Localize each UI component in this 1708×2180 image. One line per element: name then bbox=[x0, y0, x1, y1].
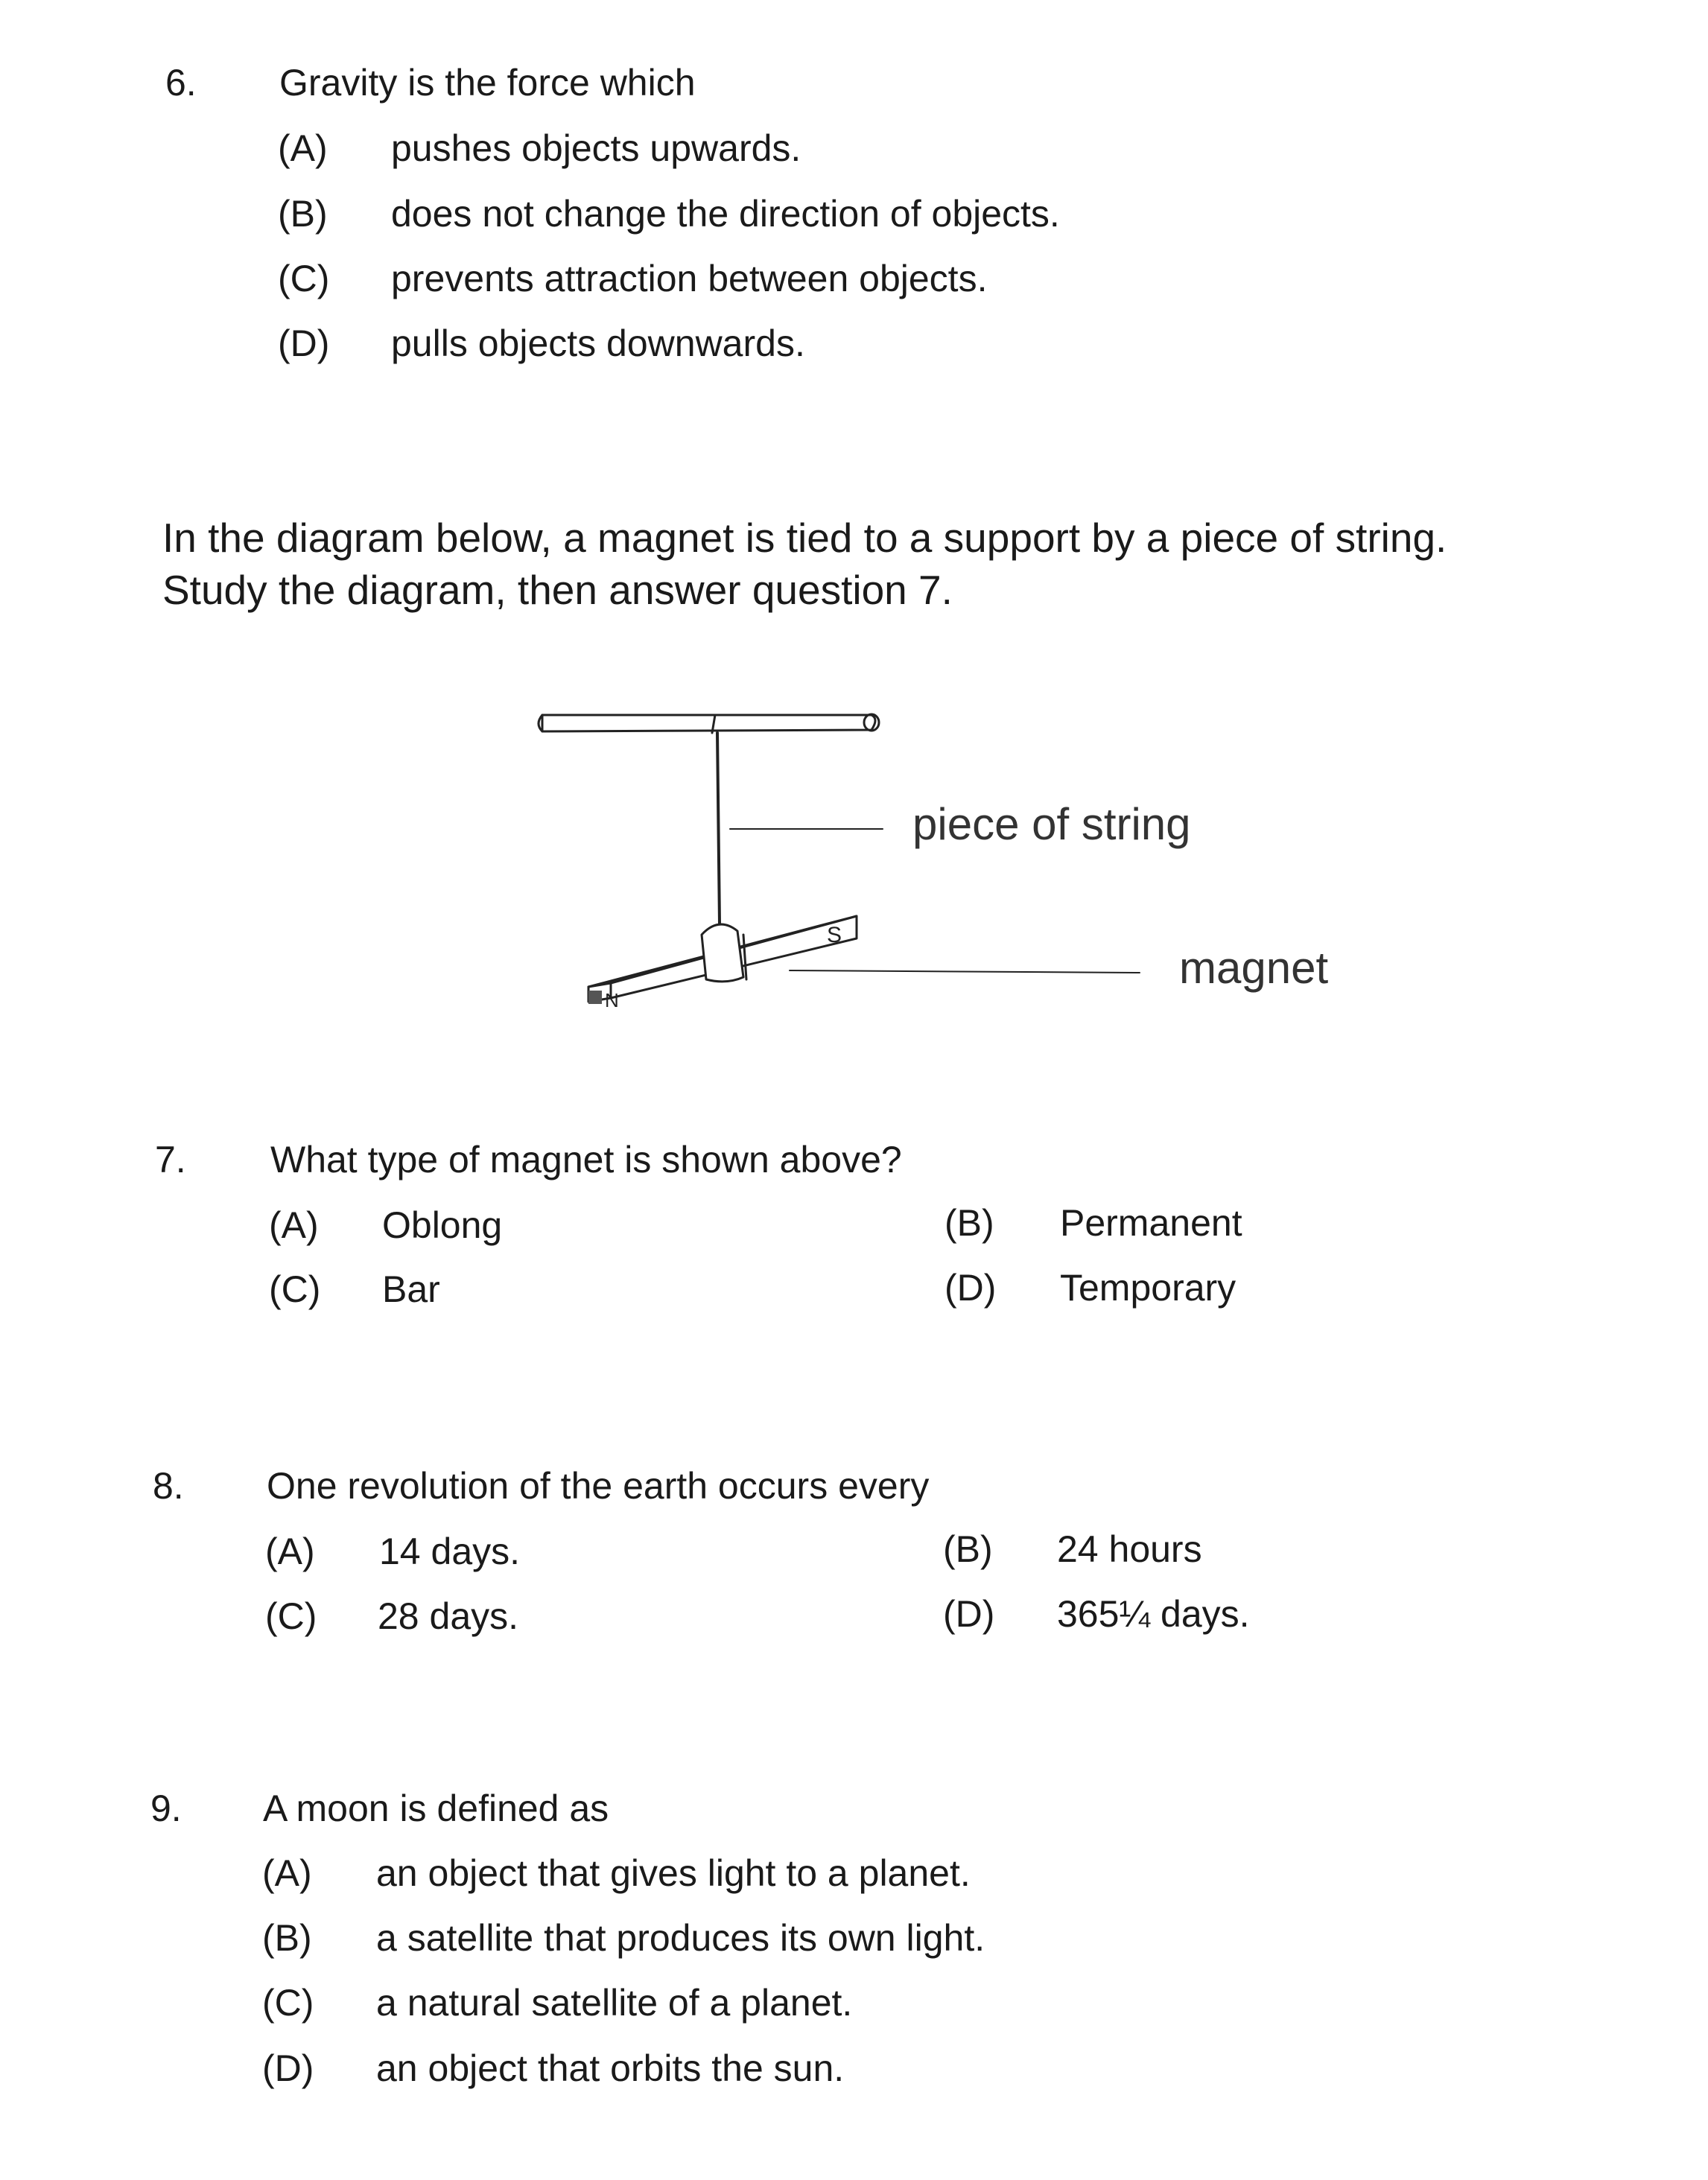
piece-of-string-label: piece of string bbox=[912, 799, 1191, 849]
question-6-number: 6. bbox=[165, 62, 197, 104]
q9-option-b-text: a satellite that produces its own light. bbox=[376, 1917, 985, 1959]
question-7-number: 7. bbox=[155, 1139, 186, 1180]
q6-option-b-letter: (B) bbox=[278, 193, 328, 235]
q9-option-d-text: an object that orbits the sun. bbox=[376, 2047, 845, 2089]
q8-option-c-letter: (C) bbox=[265, 1595, 317, 1637]
string bbox=[717, 733, 720, 924]
question-6-stem: Gravity is the force which bbox=[279, 62, 696, 104]
magnet-pointer bbox=[790, 970, 1140, 973]
q7-option-b-text: Permanent bbox=[1060, 1202, 1242, 1244]
magnet-label: magnet bbox=[1179, 943, 1329, 993]
magnet-clamp bbox=[702, 924, 743, 982]
q6-option-a-letter: (A) bbox=[278, 127, 328, 169]
south-pole-label: S bbox=[827, 923, 842, 947]
north-pole-label: N bbox=[605, 989, 619, 1011]
q6-option-d-letter: (D) bbox=[278, 322, 330, 364]
north-pole-shading bbox=[588, 991, 602, 1004]
q9-option-a-letter: (A) bbox=[262, 1852, 312, 1894]
q7-option-b-letter: (B) bbox=[945, 1202, 994, 1244]
q8-option-b-letter: (B) bbox=[943, 1528, 993, 1570]
q8-option-d-text: 365¼ days. bbox=[1057, 1593, 1250, 1635]
diagram-intro-line-2: Study the diagram, then answer question 7. bbox=[162, 567, 953, 613]
question-8-number: 8. bbox=[153, 1465, 184, 1507]
question-9-number: 9. bbox=[150, 1787, 182, 1829]
q9-option-c-letter: (C) bbox=[262, 1982, 314, 2024]
q9-option-a-text: an object that gives light to a planet. bbox=[376, 1852, 971, 1894]
q7-option-d-letter: (D) bbox=[945, 1267, 997, 1309]
q8-option-a-letter: (A) bbox=[265, 1531, 315, 1572]
question-8-stem: One revolution of the earth occurs every bbox=[267, 1465, 930, 1507]
magnet-diagram bbox=[507, 685, 1438, 1035]
question-9-stem: A moon is defined as bbox=[263, 1787, 609, 1829]
support-rod bbox=[539, 715, 875, 731]
q7-option-c-text: Bar bbox=[382, 1268, 440, 1310]
q9-option-c-text: a natural satellite of a planet. bbox=[376, 1982, 853, 2024]
q7-option-a-letter: (A) bbox=[269, 1204, 319, 1246]
q6-option-a-text: pushes objects upwards. bbox=[391, 127, 801, 169]
question-7-stem: What type of magnet is shown above? bbox=[270, 1139, 902, 1180]
q8-option-d-letter: (D) bbox=[943, 1593, 995, 1635]
q7-option-d-text: Temporary bbox=[1060, 1267, 1236, 1309]
q9-option-d-letter: (D) bbox=[262, 2047, 314, 2089]
q6-option-c-text: prevents attraction between objects. bbox=[391, 258, 988, 299]
q7-option-a-text: Oblong bbox=[382, 1204, 503, 1246]
q6-option-b-text: does not change the direction of objects. bbox=[391, 193, 1060, 235]
q8-option-a-text: 14 days. bbox=[379, 1531, 521, 1572]
q7-option-c-letter: (C) bbox=[269, 1268, 321, 1310]
diagram-intro-line-1: In the diagram below, a magnet is tied to a support by a piece of string. bbox=[162, 515, 1447, 561]
q8-option-c-text: 28 days. bbox=[378, 1595, 519, 1637]
q8-option-b-text: 24 hours bbox=[1057, 1528, 1202, 1570]
q6-option-c-letter: (C) bbox=[278, 258, 330, 299]
q6-option-d-text: pulls objects downwards. bbox=[391, 322, 805, 364]
q9-option-b-letter: (B) bbox=[262, 1917, 312, 1959]
